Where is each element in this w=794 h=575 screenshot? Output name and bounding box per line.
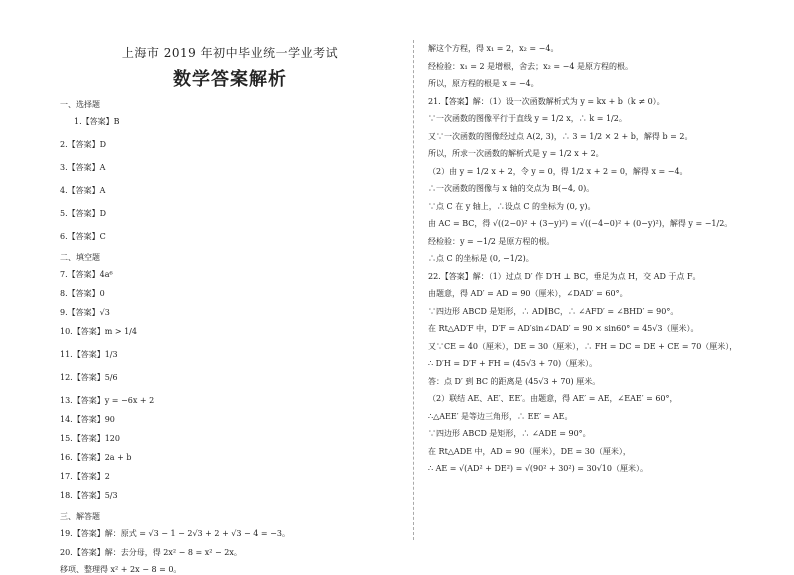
answer-line: 16.【答案】2a + b (60, 453, 132, 462)
section-heading: 二、填空题 (60, 253, 100, 262)
answer-line: 4.【答案】A (60, 186, 106, 195)
solution-line: 又∵一次函数的图像经过点 A(2, 3)，∴ 3 = 1/2 × 2 + b，解得 b = 2。 (428, 131, 693, 141)
solution-line: 又∵CE = 40（厘米），DE = 30（厘米），∴ FH = DC = DE + CE = 70（厘米）， (428, 341, 738, 351)
answer-line: 3.【答案】A (60, 163, 106, 172)
answer-line: 移项、整理得 x² + 2x − 8 = 0。 (60, 565, 182, 574)
answer-line: 7.【答案】4a⁶ (60, 270, 113, 279)
answer-line: 20.【答案】解：去分母，得 2x² − 8 = x² − 2x。 (60, 548, 242, 557)
document-title: 上海市 2019 年初中毕业统一学业考试 (121, 46, 339, 60)
solution-line: 由 AC = BC，得 √((2−0)² + (3−y)²) = √((−4−0)² + (0−y)²)，解得 y = −1/2。 (428, 219, 733, 228)
solution-line: ∵点 C 在 y 轴上，∴设点 C 的坐标为 (0, y)。 (428, 201, 596, 211)
solution-line: 解这个方程，得 x₁ = 2，x₂ = −4。 (428, 44, 559, 53)
solution-line: （2）联结 AE、AE′、EE′。由题意，得 AE′ = AE，∠EAE′ = 60°， (428, 394, 678, 403)
solution-line: ∵四边形 ABCD 是矩形，∴ AD∥BC，∴ ∠AFD′ = ∠BHD′ = 90°。 (428, 306, 679, 316)
solution-line: 由题意，得 AD′ = AD = 90（厘米），∠DAD′ = 60°。 (428, 289, 628, 298)
answer-line: 1.【答案】B (74, 117, 120, 126)
answer-line: 5.【答案】D (60, 209, 107, 218)
answer-line: 19.【答案】解：原式 = √3 − 1 − 2√3 + 2 + √3 − 4 = −3。 (60, 529, 290, 538)
answer-line: 2.【答案】D (60, 140, 107, 149)
solution-line: 答：点 D′ 到 BC 的距离是 (45√3 + 70) 厘米。 (428, 376, 601, 386)
section-heading: 一、选择题 (60, 100, 100, 109)
answer-line: 12.【答案】5/6 (60, 373, 118, 382)
answer-line: 15.【答案】120 (60, 434, 120, 443)
answer-line: 10.【答案】m > 1/4 (60, 327, 137, 336)
section-heading: 三、解答题 (60, 512, 100, 521)
left-column (60, 44, 400, 575)
solution-line: ∵一次函数的图像平行于直线 y = 1/2 x，∴ k = 1/2。 (428, 114, 627, 123)
solution-line: 在 Rt△AD′F 中，D′F = AD′sin∠DAD′ = 90 × sin60° = 45√3（厘米）。 (428, 324, 699, 333)
solution-line: ∴ D′H = D′F + FH = (45√3 + 70)（厘米）。 (428, 359, 598, 368)
solution-line: 21.【答案】解：（1）设一次函数解析式为 y = kx + b（k ≠ 0）。 (428, 96, 665, 106)
solution-line: 经检验：x₁ = 2 是增根，舍去；x₂ = −4 是原方程的根。 (428, 61, 633, 71)
answer-line: 6.【答案】C (60, 232, 106, 241)
answer-line: 17.【答案】2 (60, 472, 110, 481)
solution-line: ∴一次函数的图像与 x 轴的交点为 B(−4, 0)。 (428, 184, 595, 193)
solution-line: 22.【答案】解：（1）过点 D′ 作 D′H ⊥ BC，垂足为点 H，交 AD 于点 F。 (428, 271, 701, 281)
solution-line: ∵四边形 ABCD 是矩形，∴ ∠ADE = 90°。 (428, 429, 591, 438)
answer-line: 14.【答案】90 (60, 415, 115, 424)
solution-line: 所以，原方程的根是 x = −4。 (428, 79, 539, 88)
solution-line: 在 Rt△ADE 中，AD = 90（厘米），DE = 30（厘米）， (428, 446, 631, 456)
solution-line: （2）由 y = 1/2 x + 2，令 y = 0，得 1/2 x + 2 = 0，解得 x = −4。 (428, 166, 688, 176)
solution-line: ∴点 C 的坐标是 (0, −1/2)。 (428, 254, 534, 263)
solution-line: 所以，所求一次函数的解析式是 y = 1/2 x + 2。 (428, 149, 604, 158)
answer-line: 18.【答案】5/3 (60, 491, 118, 500)
solution-line: 经检验：y = −1/2 是原方程的根。 (428, 236, 555, 246)
solution-line: ∴△AEE′ 是等边三角形，∴ EE′ = AE。 (428, 411, 573, 421)
right-column (428, 44, 768, 482)
answer-line: 13.【答案】y = −6x + 2 (60, 396, 155, 405)
answer-line: 11.【答案】1/3 (60, 350, 118, 359)
solution-line: ∴ AE = √(AD² + DE²) = √(90² + 30²) = 30√10（厘米）。 (428, 464, 648, 473)
column-divider (413, 40, 414, 540)
answer-line: 8.【答案】0 (60, 289, 105, 298)
answer-line: 9.【答案】√3 (60, 308, 110, 317)
document-subtitle: 数学答案解析 (173, 69, 287, 90)
